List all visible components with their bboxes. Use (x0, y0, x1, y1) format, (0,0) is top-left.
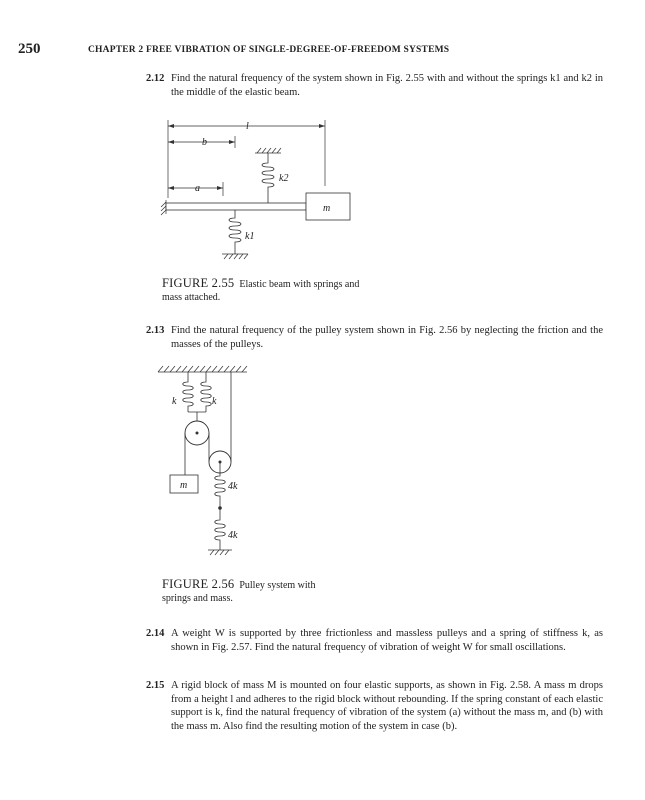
figure-2-56-caption (162, 578, 332, 605)
label-m: m (180, 480, 188, 491)
label-k2: k2 (279, 173, 289, 184)
problem-number: 2.14 (146, 628, 165, 639)
problem-text: A weight W is supported by three frictionless and massless pulleys and a spring of stiffness k, as shown in Fig. 2.57. Find the natural frequency of vibration of weight W for small oscillations. (171, 628, 603, 653)
spring-4k-upper (215, 473, 226, 508)
problem-2-14 (146, 627, 603, 654)
wall-hatch (161, 200, 166, 215)
elastic-beam (166, 203, 306, 210)
figure-2-56-diagram (155, 362, 265, 572)
label-b: b (202, 137, 207, 148)
problem-text: Find the natural frequency of the system shown in Fig. 2.55 with and without the springs k1 and k2 in the middle of the elastic beam. (171, 73, 603, 98)
figure-label: FIGURE 2.55 (162, 276, 235, 290)
label-a: a (195, 183, 200, 194)
problem-number: 2.13 (146, 325, 165, 336)
ground-bottom (208, 550, 232, 555)
problem-number: 2.12 (146, 73, 165, 84)
problem-2-13 (146, 324, 603, 351)
spring-k-left (183, 372, 194, 412)
label-k-right: k (212, 396, 217, 407)
problem-text: Find the natural frequency of the pulley system shown in Fig. 2.56 by neglecting the friction and the masses of the pulleys. (171, 325, 603, 350)
problem-2-12 (146, 72, 603, 99)
problem-2-15 (146, 679, 603, 733)
label-k1: k1 (245, 231, 255, 242)
figure-caption-text: Elastic beam with springs and mass attached. (162, 279, 360, 303)
label-4k-upper: 4k (228, 481, 238, 492)
label-4k-lower: 4k (228, 530, 238, 541)
ground-k2 (255, 148, 281, 153)
spring-k2 (262, 153, 274, 203)
figure-2-55-diagram (155, 118, 365, 268)
problem-number: 2.15 (146, 680, 165, 691)
ground-k1 (222, 254, 248, 259)
label-l: l (246, 121, 249, 132)
running-title: CHAPTER 2 FREE VIBRATION OF SINGLE-DEGREE-OF-FREEDOM SYSTEMS (88, 45, 450, 55)
label-k-left: k (172, 396, 177, 407)
spring-k-right (201, 372, 212, 412)
figure-label: FIGURE 2.56 (162, 577, 235, 591)
spring-4k-lower (215, 508, 226, 550)
figure-2-55-caption (162, 277, 372, 304)
spring-k1 (229, 210, 241, 254)
figure-caption-text: Pulley system with springs and mass. (162, 580, 316, 604)
label-m: m (323, 203, 331, 214)
dimension-arrows (168, 124, 325, 190)
page-number: 250 (18, 41, 41, 57)
ceiling (158, 366, 247, 372)
problem-text: A rigid block of mass M is mounted on four elastic supports, as shown in Fig. 2.58. A mass m drops from a height l and adheres to the rigid block without rebounding. If the spring constant of each elastic support is k, find the natural frequency of vibration of the system (a) without the mass m, and (b) with the mass m. Also find the resulting motion of the system in case (b). (171, 680, 603, 732)
